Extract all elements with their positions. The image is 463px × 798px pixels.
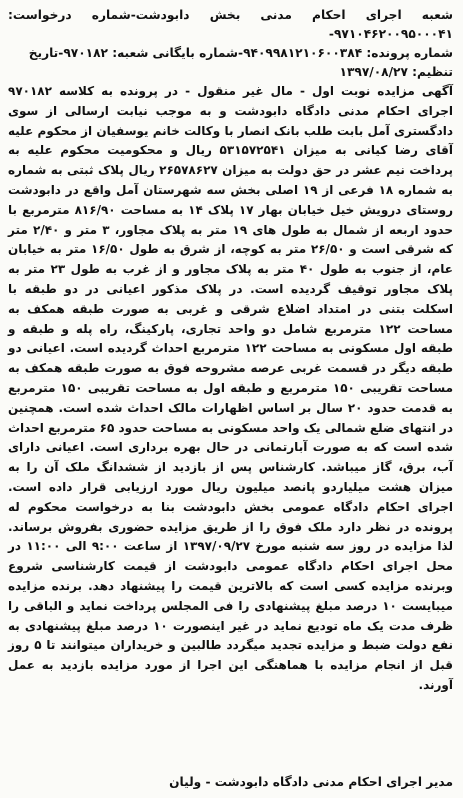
notice-body: [8, 82, 453, 696]
notice-text: - در پرونده به کلاسه ۹۷۰۱۸۲ اجرای احکام مدنی دادگاه دابودشت و به موجب نیابت ارسالی از سوی دادگستری آمل بابت طلب بانک انصار با وکالت خانم یوسفیان از محکوم علیه آقای رضا کیانی به میزان ۵۳۱۵۷۲۵۴۱ ریال و محکومیت محکوم علیه به پرداخت نیم عشر در حق دولت به میزان ۲۶۵۷۸۶۲۷ ریال پلاک ثبتی به شماره به شماره ۱۸ فرعی از ۱۹ اصلی بخش سه شهرستان آمل واقع در دابودشت روستای درویش خیل خیابان بهار ۱۷ پلاک ۱۴ به مساحت ۸۱۶/۹۰ مترمربع با حدود اربعه از شمال به طول های ۱۹ متر به پلاک مجاور، ۳ متر و ۲/۴۰ متر که شرقی است و ۲۶/۵۰ متر به کوچه، از شرق به طول ۱۶/۵۰ متر به خیابان عام، از جنوب به طول ۴۰ متر به پلاک مجاور و از غرب به طول ۲۳ متر به پلاک مجاور توقیف گردیده است. در پلاک مذکور اعیانی در دو طبقه با اسکلت بتنی در امتداد اضلاع شرقی و غربی به صورت طبقه همکف به مساحت ۱۲۲ مترمربع شامل دو واحد تجاری، پارکینگ، راه پله و طبقه و طبقه اول مسکونی به مساحت ۱۲۲ مترمربع احداث گردیده است. اعیانی دو طبقه دیگر در قسمت غربی عرصه مشروحه فوق به صورت طبقه همکف به مساحت تقریبی ۱۵۰ مترمربع و طبقه اول به مساحت تقریبی ۱۵۰ مترمربع به قدمت حدود ۲۰ سال بر اساس اظهارات مالک احداث شده است. همچنین در انتهای ضلع شمالی یک واحد مسکونی به مساحت حدود ۶۵ مترمربع احداث شده است که به صورت آبارتمانی در حال بهره برداری است. اعیانی دارای آب، برق، گاز میباشد. کارشناس پس از بازدید از ششدانگ ملک آن را به میزان هشت میلیاردو پانصد میلیون ریال مورد ارزیابی قرار داده است. اجرای احکام دادگاه عمومی بخش دابودشت بنا به درخواست محکوم له پرونده در نظر دارد ملک فوق را از طریق مزایده حضوری بفروش برساند. لذا مزایده در روز سه شنبه مورخ ۱۳۹۷/۰۹/۲۷ از ساعت ۹:۰۰ الی ۱۱:۰۰ در محل اجرای احکام دادگاه عمومی دابودشت از قیمت کارشناسی شروع وبرنده مزایده کسی است که بالاترین قیمت را پیشنهاد دهد. برنده مزایده میبایست ۱۰ درصد مبلغ پیشنهادی را فی المجلس پرداخت نماید و الباقی را ظرف مدت یک ماه تودیع نماید در غیر اینصورت ۱۰ درصد مبلغ پیشنهادی به نفع دولت ضبط و مزایده تجدید میگردد طالبین و خریداران میتوانند تا ۵ روز قبل از انجام مزایده با هماهنگی این اجرا از مورد مزایده بازدید به عمل آورند.: [8, 84, 454, 692]
header-line-2: شماره پرونده: ۹۴۰۹۹۸۱۲۱۰۶۰۰۳۸۴-شماره بایگانی شعبه: ۹۷۰۱۸۲-تاریخ: [28, 46, 453, 60]
header-line-3: تنظیم: ۱۳۹۷/۰۸/۲۷: [339, 65, 453, 79]
notice-title: آگهی مزایده نوبت اول - مال غیر منقول: [197, 84, 453, 98]
signature-line: مدیر اجرای احکام مدنی دادگاه دابودشت - ولیان: [169, 775, 453, 789]
case-header: [8, 6, 453, 82]
header-line-1: شعبه اجرای احکام مدنی بخش دابودشت-شماره درخواست: ۹۷۱۰۴۶۲۰۰۹۵۰۰۰۴۱-: [8, 8, 453, 41]
